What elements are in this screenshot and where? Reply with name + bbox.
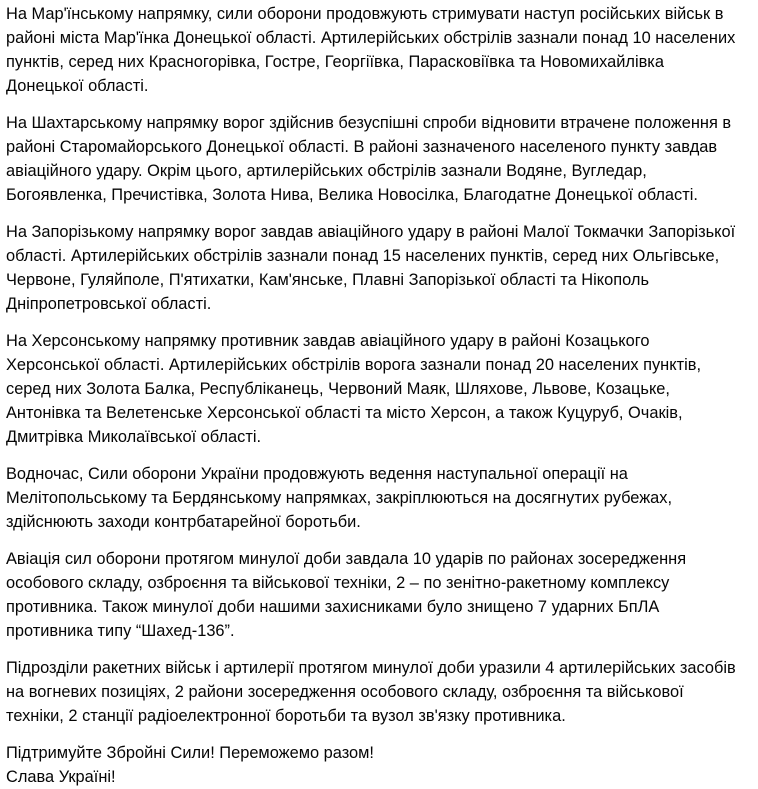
paragraph-shakhtarsk-direction: На Шахтарському напрямку ворог здійснив безуспішні спроби відновити втрачене положення в районі Старомайорського Донецької області. В районі зазначеного населеного пункту завдав авіаційного удару. Окрім цього, артилерійських обстрілів зазнали Водяне, Вугледар, Богоявленка, Пречистівка, Золота Нива, Велика Новосілка, Благодатне Донецької області. — [6, 114, 732, 204]
paragraph-offensive-operation: Водночас, Сили оборони України продовжують ведення наступальної операції на Мелітопольському та Бердянському напрямках, закріплюються на досягнутих рубежах, здійснюють заходи контрбатарейної боротьби. — [6, 465, 673, 531]
paragraph-artillery-strikes: Підрозділи ракетних військ і артилерії протягом минулої доби уразили 4 артилерійських засобів на вогневих позиціях, 2 райони зосередження особового складу, озброєння та військової техніки, 2 станції радіоелектронної боротьби та вузол зв'язку противника. — [6, 659, 736, 725]
paragraph-kherson-direction: На Херсонському напрямку противник завдав авіаційного удару в районі Козацького Херсонської області. Артилерійських обстрілів ворога зазнали понад 20 населених пунктів, серед них Золота Балка, Республіканець, Червоний Маяк, Шляхове, Львове, Козацьке, Антонівка та Велетенське Херсонської області та місто Херсон, а також Куцуруб, Очаків, Дмитрівка Миколаївської області. — [6, 332, 702, 446]
paragraph-zaporizhzhia-direction: На Запорізькому напрямку ворог завдав авіаційного удару в районі Малої Токмачки Запорізької області. Артилерійських обстрілів зазнали понад 15 населених пунктів, серед них Ольгівське, Червоне, Гуляйполе, П'ятихатки, Кам'янське, Плавні Запорізької області та Нікополь Дніпропетровської області. — [6, 223, 736, 313]
paragraph-closing-slogan: Підтримуйте Збройні Сили! Переможемо разом! Слава Україні! — [6, 744, 374, 786]
paragraph-marinka-direction: На Мар'їнському напрямку, сили оборони продовжують стримувати наступ російських військ в районі міста Мар'їнка Донецької області. Артилерійських обстрілів зазнали понад 10 населених пунктів, серед них Красногорівка, Гостре, Георгіївка, Парасковіївка та Новомихайлівка Донецької області. — [6, 5, 736, 95]
paragraph-aviation-strikes: Авіація сил оборони протягом минулої доби завдала 10 ударів по районах зосередження особового складу, озброєння та військової техніки, 2 – по зенітно-ракетному комплексу противника. Також минулої доби нашими захисниками було знищено 7 ударних БпЛА противника типу “Шахед-136”. — [6, 550, 687, 640]
